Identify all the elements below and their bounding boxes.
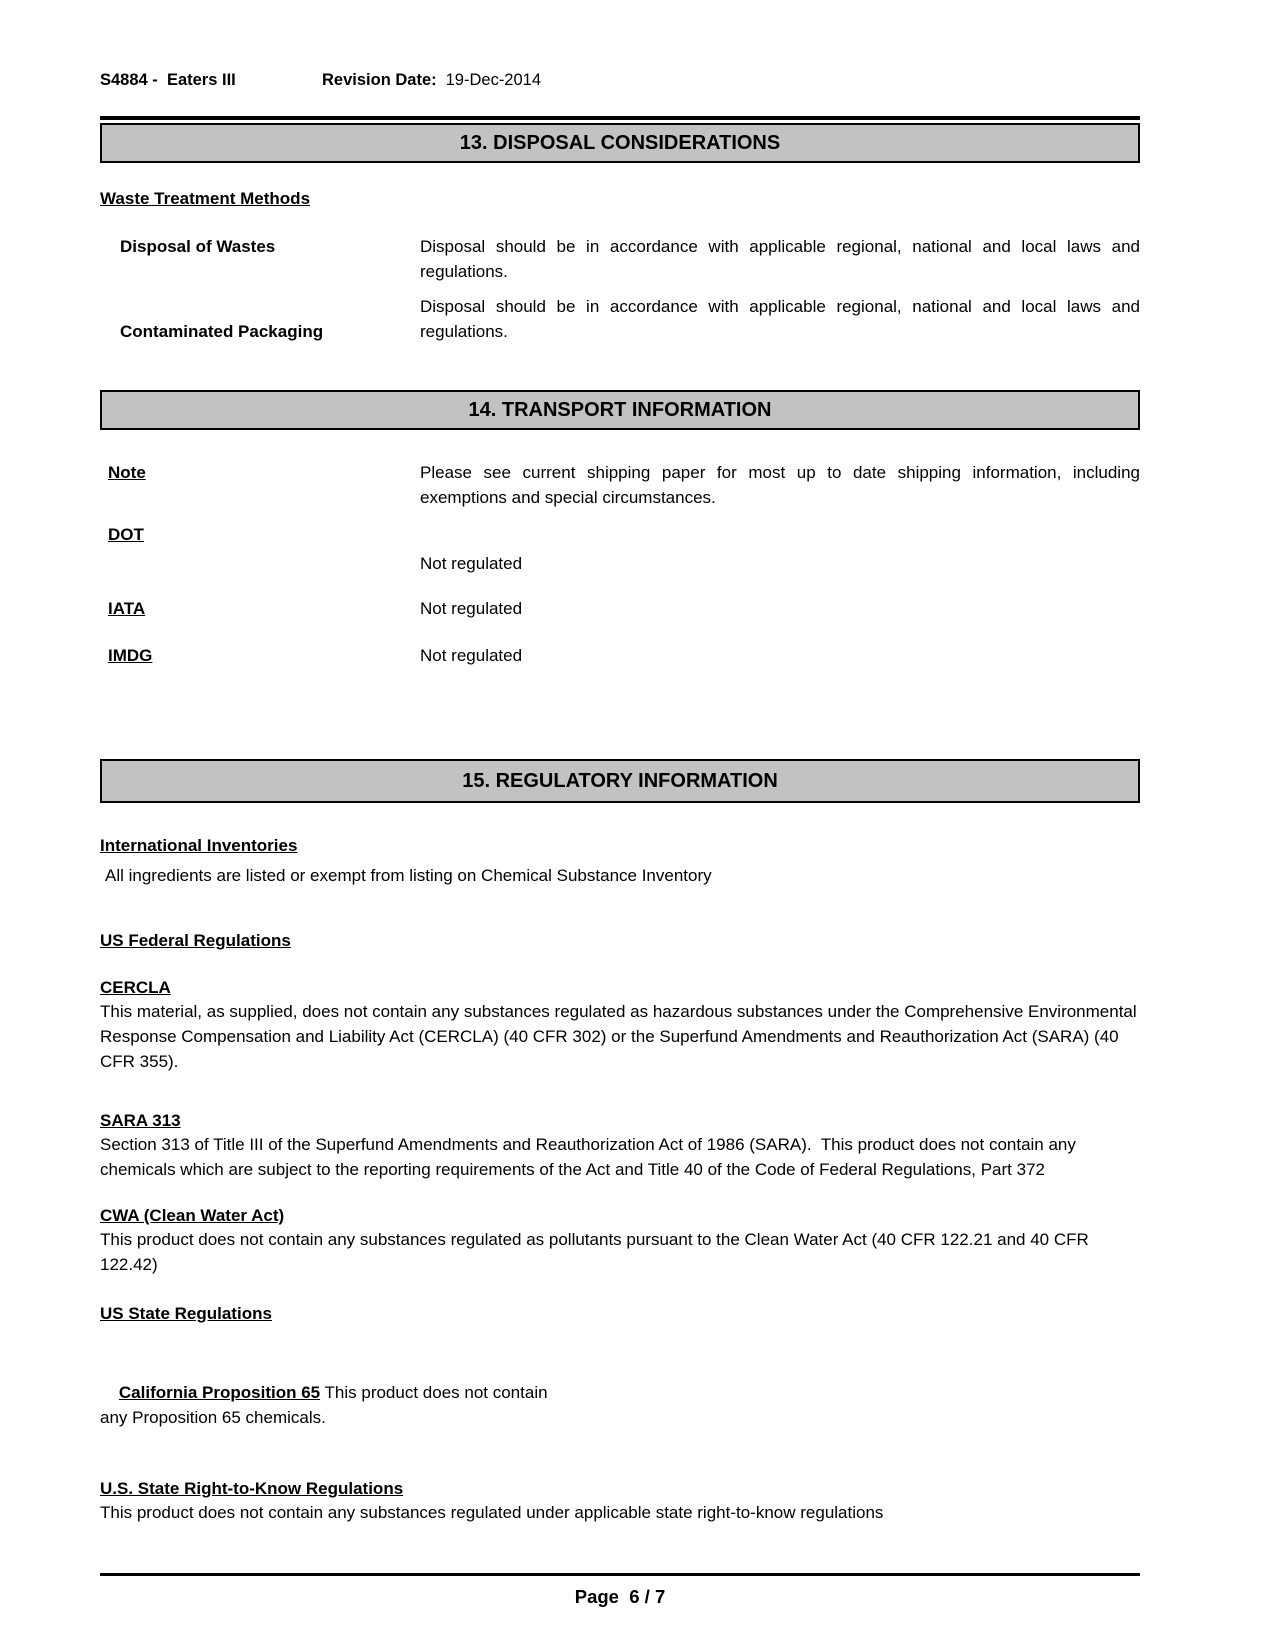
document-header xyxy=(100,0,1140,90)
sara-313-heading: SARA 313 xyxy=(100,1111,181,1130)
section-15-title: 15. REGULATORY INFORMATION xyxy=(462,770,778,792)
international-inventories-text: All ingredients are listed or exempt from listing on Chemical Substance Inventory xyxy=(105,866,712,885)
right-to-know-text: This product does not contain any substances regulated under applicable state right-to-know regulations xyxy=(100,1503,884,1522)
note-label-cell xyxy=(100,460,420,510)
us-state-regulations-heading: US State Regulations xyxy=(100,1304,272,1323)
page-number: Page 6 / 7 xyxy=(574,1586,666,1607)
contaminated-packaging-label: Contaminated Packaging xyxy=(120,322,324,341)
waste-treatment-heading: Waste Treatment Methods xyxy=(100,189,311,208)
disposal-of-wastes-value: Disposal should be in accordance with applicable regional, national and local laws and regulations. xyxy=(420,237,1145,281)
revision-date-label: Revision Date: xyxy=(322,71,437,89)
us-federal-regulations-heading-row xyxy=(100,930,1140,952)
note-row xyxy=(100,460,1145,510)
contaminated-packaging-row xyxy=(100,294,1145,344)
iata-label: IATA xyxy=(108,599,146,618)
international-inventories-heading: International Inventories xyxy=(100,836,298,855)
imdg-label-cell xyxy=(100,643,420,668)
disposal-of-wastes-label: Disposal of Wastes xyxy=(120,237,276,256)
horizontal-rule xyxy=(100,116,1140,120)
iata-row xyxy=(100,596,1140,621)
california-prop65-text: This product does not contain any Proposition 65 chemicals. xyxy=(100,1383,553,1427)
us-federal-regulations-heading: US Federal Regulations xyxy=(100,931,291,950)
california-prop65-block xyxy=(100,1355,562,1455)
cwa-text: This product does not contain any substances regulated as pollutants pursuant to the Clean Water Act (40 CFR 122.21 and 40 CFR 122.42) xyxy=(100,1230,1094,1274)
imdg-label: IMDG xyxy=(108,646,153,665)
imdg-row xyxy=(100,643,1140,668)
waste-treatment-heading-row xyxy=(100,188,1140,210)
cercla-heading-row xyxy=(100,977,1140,999)
sara-313-text: Section 313 of Title III of the Superfund Amendments and Reauthorization Act of 1986 (SARA). This product does not contain any chemicals which are subject to the reporting requirements of the Act and Title 40 of the Code of Federal Regulations, Part 372 xyxy=(100,1135,1081,1179)
iata-value: Not regulated xyxy=(420,599,523,618)
international-inventories-heading-row xyxy=(100,835,1140,857)
section-14-title: 14. TRANSPORT INFORMATION xyxy=(468,399,772,421)
california-prop65-heading: California Proposition 65 xyxy=(118,1383,321,1402)
revision-date-value: 19-Dec-2014 xyxy=(445,71,542,89)
cercla-heading: CERCLA xyxy=(100,978,171,997)
dot-label: DOT xyxy=(108,525,144,544)
section-14-header xyxy=(100,390,1140,430)
section-13-title: 13. DISPOSAL CONSIDERATIONS xyxy=(459,132,781,154)
right-to-know-heading-row xyxy=(100,1478,1140,1500)
cwa-heading: CWA (Clean Water Act) xyxy=(100,1206,285,1225)
imdg-value: Not regulated xyxy=(420,646,523,665)
revision-date xyxy=(322,70,541,90)
note-value: Please see current shipping paper for most up to date shipping information, including exemptions and special circumstances. xyxy=(420,463,1145,507)
sara-313-heading-row xyxy=(100,1110,1140,1132)
section-15-header xyxy=(100,759,1140,803)
footer-rule xyxy=(100,1573,1140,1576)
cercla-text: This material, as supplied, does not contain any substances regulated as hazardous substances under the Comprehensive Environmental Response Compensation and Liability Act (CERCLA) (40 CFR 302) or the Superfund Amendments and Reauthorization Act (SARA) (40 CFR 355). xyxy=(100,1002,1142,1071)
disposal-of-wastes-row xyxy=(100,234,1145,284)
dot-value: Not regulated xyxy=(420,554,523,573)
section-13-header xyxy=(100,123,1140,163)
cwa-heading-row xyxy=(100,1205,1140,1227)
contaminated-packaging-value: Disposal should be in accordance with applicable regional, national and local laws and regulations. xyxy=(420,297,1145,341)
dot-heading-row xyxy=(100,524,1140,546)
note-label: Note xyxy=(108,463,146,482)
us-state-regulations-heading-row xyxy=(100,1303,1140,1325)
product-title: S4884 - Eaters III xyxy=(100,71,236,89)
right-to-know-heading: U.S. State Right-to-Know Regulations xyxy=(100,1479,404,1498)
iata-label-cell xyxy=(100,596,420,621)
